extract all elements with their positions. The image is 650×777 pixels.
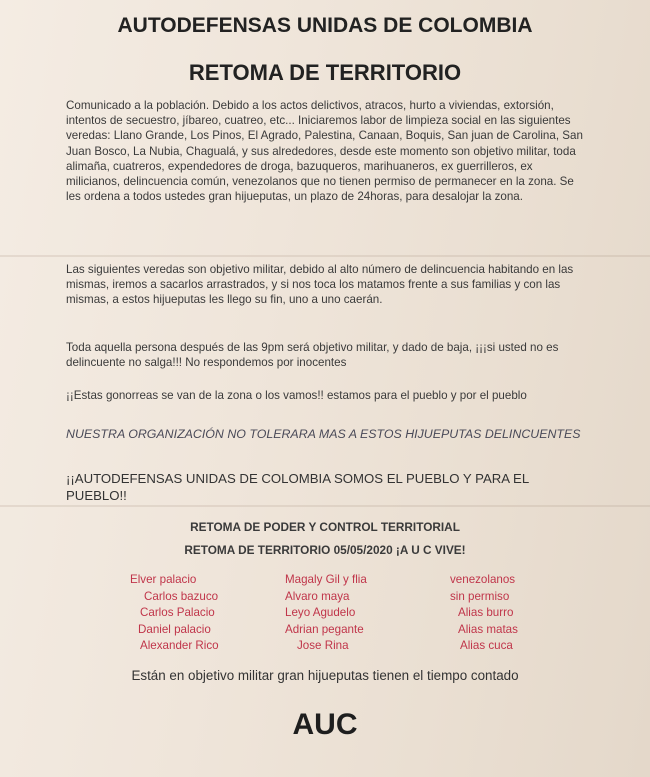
name-item: Jose Rina <box>297 639 349 652</box>
signature: AUC <box>292 708 358 741</box>
name-item: Alexander Rico <box>140 639 219 652</box>
paragraph-4: ¡¡Estas gonorreas se van de la zona o los vamos!! estamos para el pueblo y por el pueblo <box>66 389 527 402</box>
name-item: Adrian pegante <box>285 622 364 636</box>
name-item: Leyo Agudelo <box>285 606 356 619</box>
name-item: Alias burro <box>458 606 514 619</box>
paragraph-2: Las siguientes veredas son objetivo militar, debido al alto número de delincuencia habitando en las mismas, iremos a sacarlos arrastrados, y si nos toca los matamos frente a sus familias y con las mismas, a estos hijueputas les llego su fin, uno a uno caerán. <box>66 263 574 307</box>
name-item: Carlos bazuco <box>144 589 219 603</box>
name-item: Daniel palacio <box>138 622 211 636</box>
name-item: Magaly Gil y flia <box>285 573 367 586</box>
names-list <box>130 572 570 654</box>
name-item: venezolanos <box>450 573 516 586</box>
letter-subtitle: RETOMA DE TERRITORIO <box>188 60 462 85</box>
footer-line-2: RETOMA DE TERRITORIO 05/05/2020 ¡A U C VIVE! <box>184 543 466 557</box>
name-item: Alvaro maya <box>285 589 350 603</box>
name-item: Alias cuca <box>460 639 513 652</box>
paper-crease <box>0 255 650 257</box>
name-item: Alias matas <box>458 622 518 636</box>
paragraph-1: Comunicado a la población. Debido a los actos delictivos, atracos, hurto a viviendas, extorsión, intentos de secuestro, jíbareo, cuatreo, etc... Iniciaremos labor de limpieza social en las siguientes veredas: Llano Grande, Los Pinos, El Agrado, Palestina, Canaan, Boquis, San juan de Carolina, San Juan Bosco, La Nubia, Chagualá, y sus alrededores, desde este momento son objetivo militar, toda alimaña, cuatreros, expendedores de droga, bazuqueros, marihuaneros, ex guerrilleros, ex milicianos, delincuencia común, venezolanos que no tienen permiso de permanecer en la zona. Se les ordena a todos ustedes gran hijueputas, un plazo de 24horas, para desalojar la zona. <box>66 99 583 204</box>
footer-line-1: RETOMA DE PODER Y CONTROL TERRITORIAL <box>190 520 460 534</box>
paragraph-5: NUESTRA ORGANIZACIÓN NO TOLERARA MAS A ESTOS HIJUEPUTAS DELINCUENTES <box>66 427 581 441</box>
name-item: Elver palacio <box>130 573 197 586</box>
paragraph-3: Toda aquella persona después de las 9pm será objetivo militar, y dado de baja, ¡¡¡si usted no es delincuente no salga!!! No respondemos por inocentes <box>66 341 559 370</box>
paragraph-6: ¡¡AUTODEFENSAS UNIDAS DE COLOMBIA SOMOS EL PUEBLO Y PARA EL PUEBLO!! <box>66 471 529 503</box>
closing-line: Están en objetivo militar gran hijueputas tienen el tiempo contado <box>131 668 519 683</box>
letter-title: AUTODEFENSAS UNIDAS DE COLOMBIA <box>117 14 533 37</box>
name-item: Carlos Palacio <box>140 606 215 619</box>
name-item: sin permiso <box>450 589 510 603</box>
paper-crease <box>0 505 650 507</box>
